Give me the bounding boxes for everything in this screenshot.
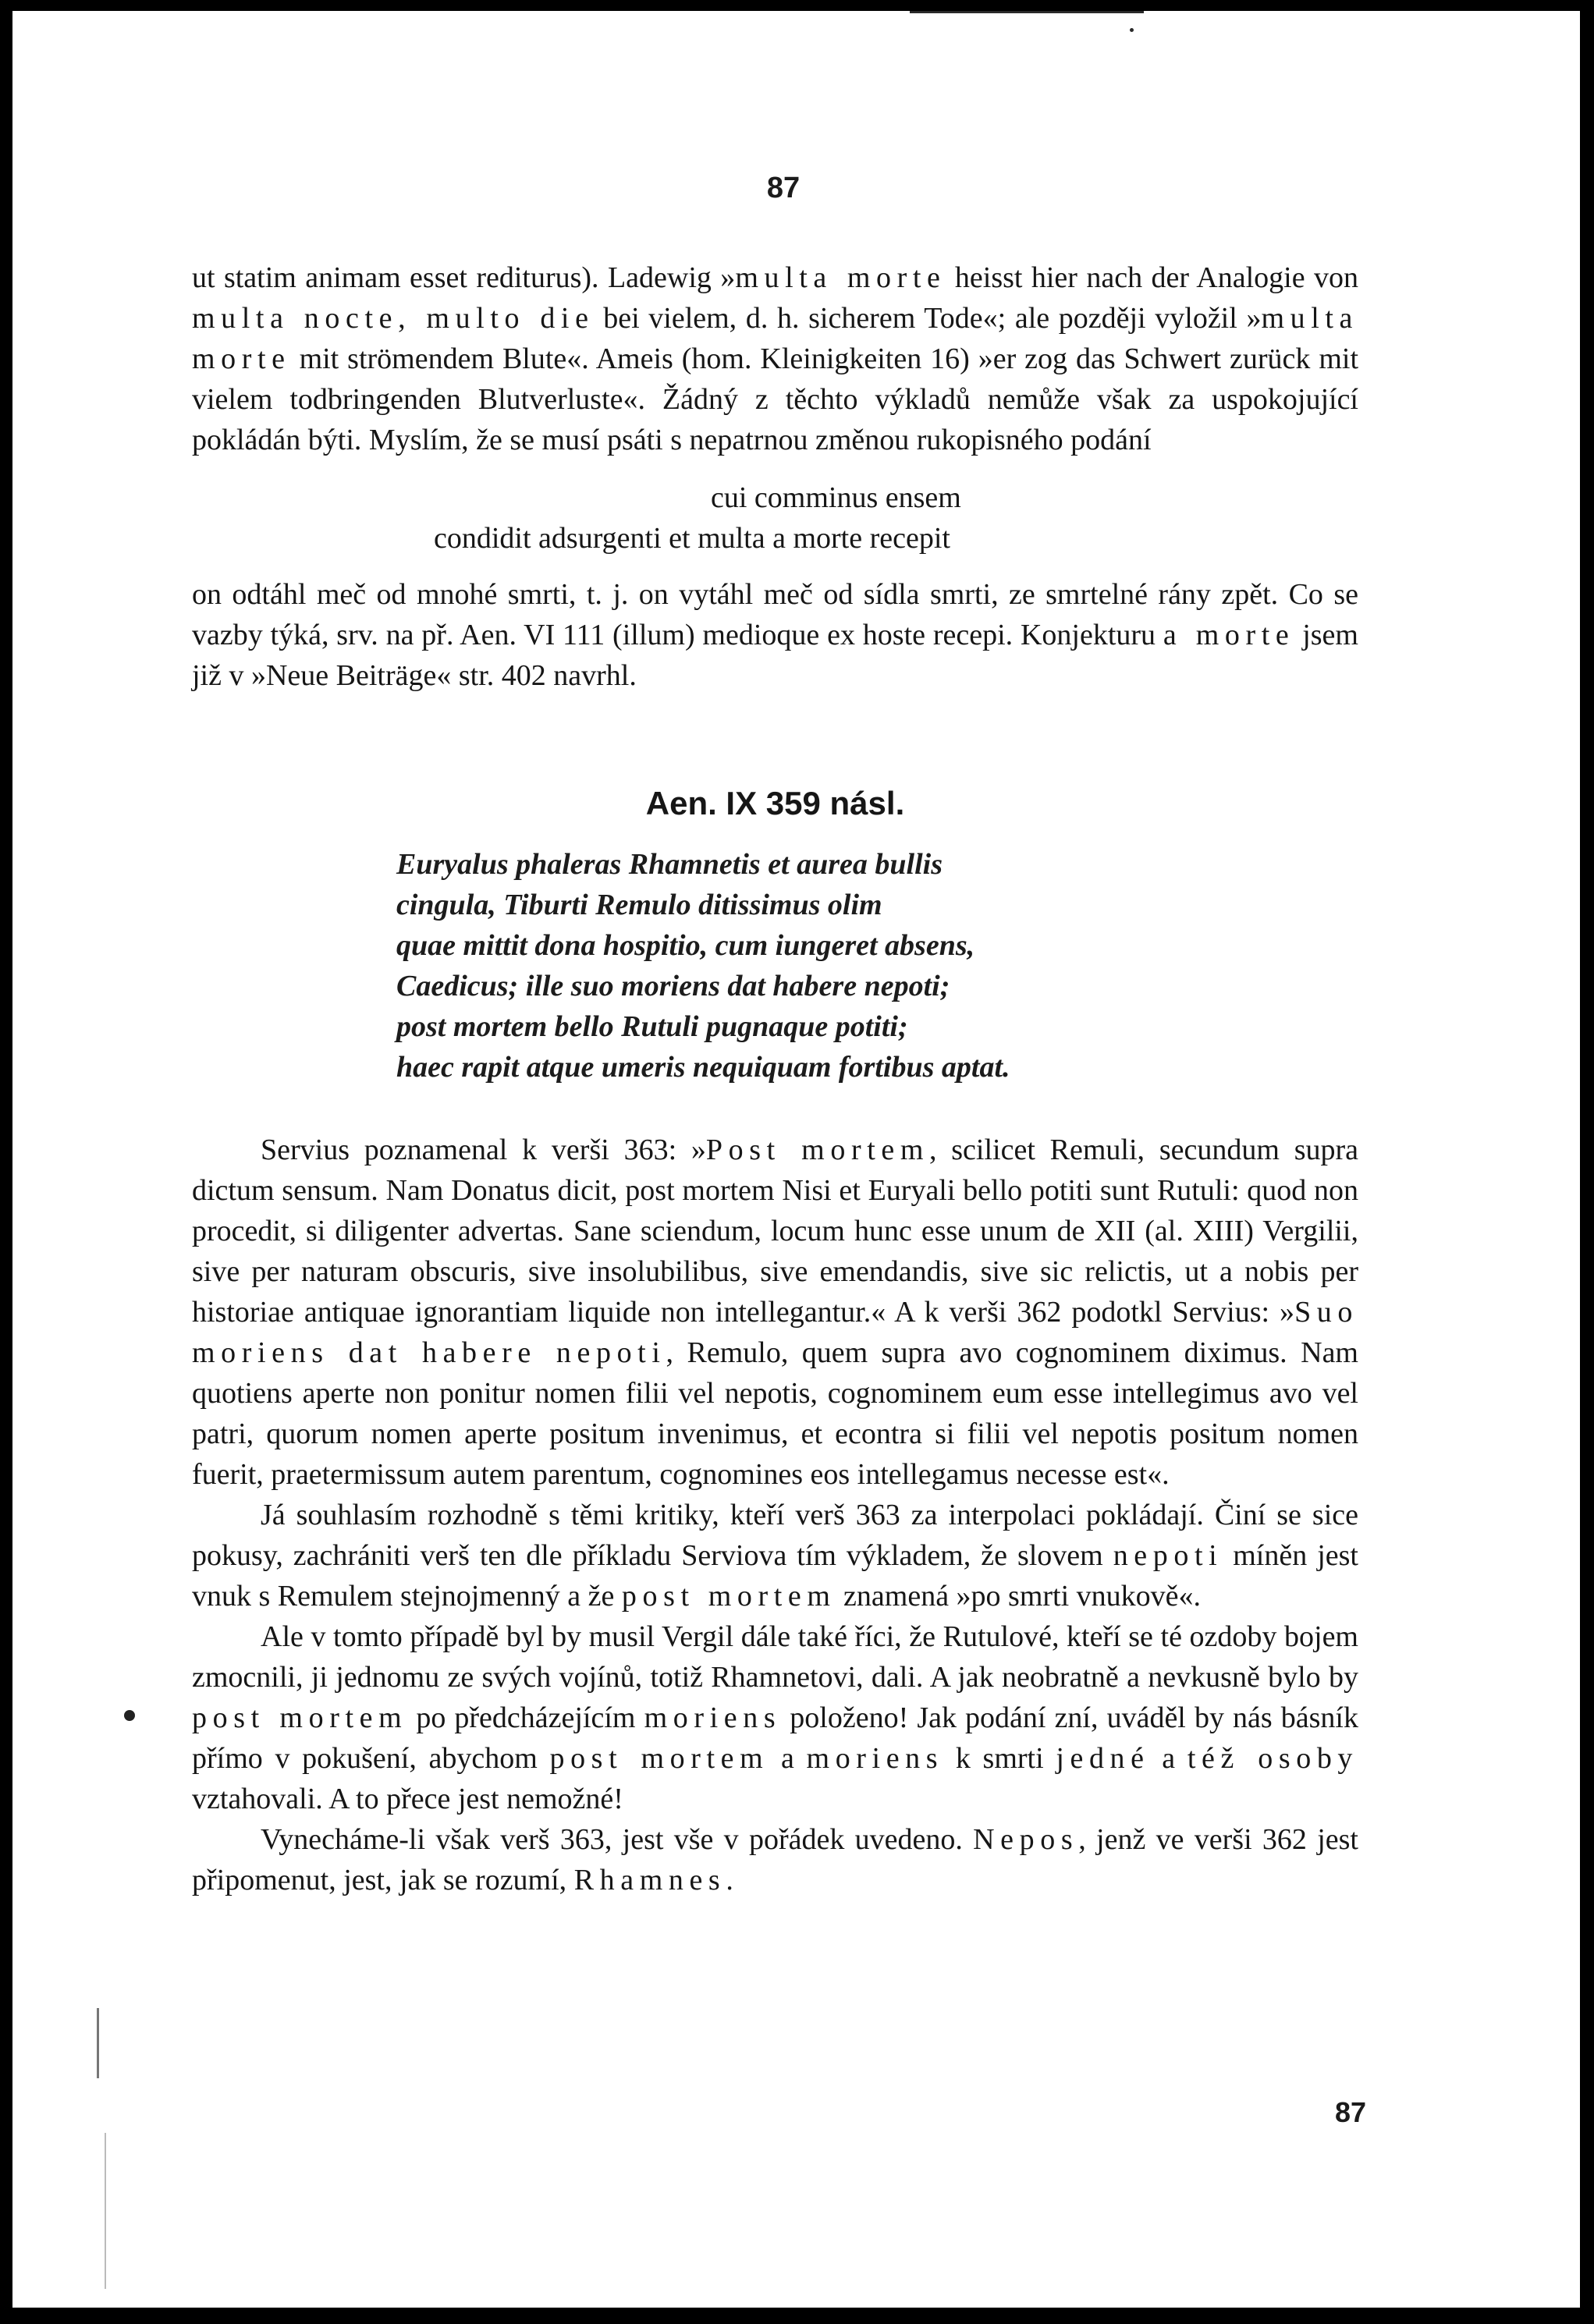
page-number-bottom: 87 [1334,2096,1366,2128]
margin-pencil-line [105,2133,106,2289]
paragraph-6: Vynecháme-li však verš 363, jest vše v pořádek uvedeno. Nepos, jenž ve verši 362 jest připomenut, jest, jak se rozumí, Rhamnes. [192,1823,1358,1896]
quoted-verse-line-1: cui comminus ensem [711,481,961,514]
section-heading: Aen. IX 359 násl. [645,785,905,821]
verse-line: post mortem bello Rutuli pugnaque potiti; [396,1010,908,1043]
quoted-verse-line-2: condidit adsurgenti et multa a morte recepit [434,522,950,555]
verse-line: Caedicus; ille suo moriens dat habere nepoti; [396,970,950,1002]
verse-block [192,844,1358,1087]
margin-bullet-mark [124,1710,135,1721]
verse-line: Euryalus phaleras Rhamnetis et aurea bullis [396,848,943,881]
quoted-verse [192,477,1358,559]
page-number-top: 87 [766,172,801,204]
page-body [192,257,1358,1900]
scan-edge-mark [910,11,1144,13]
margin-pencil-line [97,2008,99,2078]
paragraph-5: Ale v tomto případě byl by musil Vergil dále také říci, že Rutulové, kteří se té ozdoby bojem zmocnili, ji jednomu ze svých vojínů, totiž Rhamnetovi, dali. A jak neobratně a nevkusně bylo by post mortem po předcházejícím moriens položeno! Jak podání zní, uváděl by nás básník přímo v pokušení, abychom post mortem a moriens k smrti jedné a též osoby vztahovali. A to přece jest nemožné! [192,1620,1359,1815]
paragraph-1: ut statim animam esset rediturus). Ladewig »multa morte heisst hier nach der Analogie von multa nocte, multo die bei vielem, d. h. sicherem Tode«; ale později vyložil »multa morte mit strömendem Blute«. Ameis (hom. Kleinigkeiten 16) »er zog das Schwert zurück mit vielem todbringenden Blutverluste«. Žádný z těchto výkladů nemůže však za uspokojující pokládán býti. Myslím, že se musí psáti s nepatrnou změnou rukopisného podání [192,261,1358,456]
paragraph-4: Já souhlasím rozhodně s těmi kritiky, kteří verš 363 za interpolaci pokládají. Činí se sice pokusy, zachrániti verš ten dle příkladu Serviova tím výkladem, že slovem nepoti míněn jest vnuk s Remulem stejnojmenný a že post mortem znamená »po smrti vnukově«. [192,1499,1358,1613]
verse-line: cingula, Tiburti Remulo ditissimus olim [396,889,882,921]
verse-line: haec rapit atque umeris nequiquam fortibus aptat. [396,1051,1010,1084]
scan-speck [1130,28,1134,32]
verse-line: quae mittit dona hospitio, cum iungeret absens, [396,929,975,962]
paragraph-3: Servius poznamenal k verši 363: »Post mortem, scilicet Remuli, secundum supra dictum sensum. Nam Donatus dicit, post mortem Nisi et Euryali bello potiti sunt Rutuli: quod non procedit, si diligenter advertas. Sane sciendum, locum hunc esse unum de XII (al. XIII) Vergilii, sive per naturam obscuris, sive insolubilibus, sive emendandis, sive sic relictis, ut a nobis per historiae antiquae ignorantiam liquide non intellegantur.« A k verši 362 podotkl Servius: »Suo moriens dat habere nepoti, Remulo, quem supra avo cognominem diximus. Nam quotiens aperte non ponitur nomen filii vel nepotis, cognominem eum esse intellegimus avo vel patri, quorum nomen aperte positum invenimus, et econtra si filii vel nepotis positum nomen fuerit, praetermissum autem parentum, cognomines eos intellegamus necesse est«. [192,1134,1358,1491]
scanned-page [12,11,1580,2308]
paragraph-2: on odtáhl meč od mnohé smrti, t. j. on vytáhl meč od sídla smrti, ze smrtelné rány zpět. Co se vazby týká, srv. na př. Aen. VI 111 (illum) medioque ex hoste recepi. Konjekturu a morte jsem již v »Neue Beiträge« str. 402 navrhl. [192,578,1358,692]
